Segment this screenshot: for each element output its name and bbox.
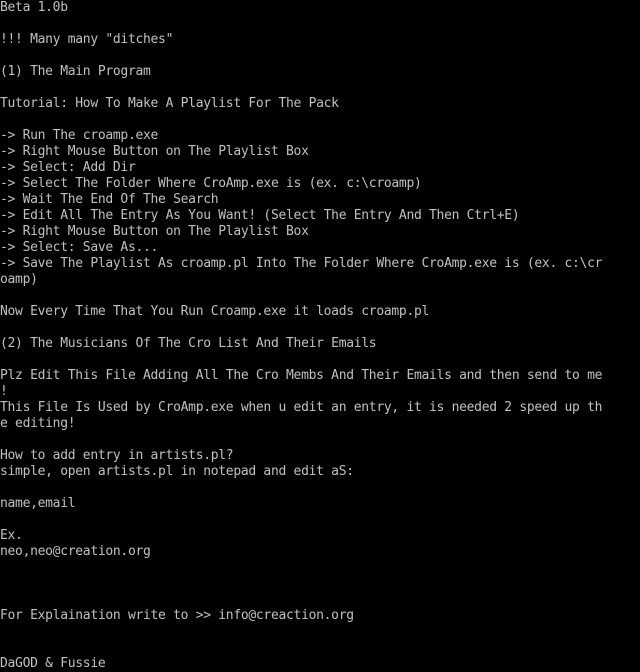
blank-lines	[0, 624, 640, 656]
example-text: neo,neo@creation.org	[0, 544, 151, 559]
example-label: Ex.	[0, 528, 23, 543]
blank-line	[0, 352, 640, 368]
step-line: -> Select: Add Dir	[0, 160, 136, 175]
section1-title: (1) The Main Program	[0, 64, 151, 79]
description-line: Plz Edit This File Adding All The Cro Membs And Their Emails and then send to me	[0, 368, 603, 383]
howto-line: How to add entry in artists.pl?	[0, 448, 234, 463]
blank-lines	[0, 560, 640, 608]
step-line: -> Select The Folder Where CroAmp.exe is (ex. c:\croamp)	[0, 176, 422, 191]
blank-line	[0, 48, 640, 64]
section2-title: (2) The Musicians Of The Cro List And Their Emails	[0, 336, 377, 351]
tutorial-steps	[0, 128, 640, 288]
notice-text: !!! Many many "ditches"	[0, 32, 174, 47]
format-text: name,email	[0, 496, 76, 511]
step-line-wrap: oamp)	[0, 272, 38, 287]
step-line: -> Edit All The Entry As You Want! (Select The Entry And Then Ctrl+E)	[0, 208, 520, 223]
blank-line	[0, 512, 640, 528]
step-line: -> Wait The End Of The Search	[0, 192, 219, 207]
authors-text: DaGOD & Fussie	[0, 656, 106, 671]
step-line: -> Select: Save As...	[0, 240, 159, 255]
howto-line: simple, open artists.pl in notepad and edit aS:	[0, 464, 354, 479]
blank-line	[0, 80, 640, 96]
blank-line	[0, 288, 640, 304]
step-line: -> Right Mouse Button on The Playlist Box	[0, 144, 309, 159]
step-line: -> Save The Playlist As croamp.pl Into The Folder Where CroAmp.exe is (ex. c:\cr	[0, 256, 603, 271]
description-line: This File Is Used by CroAmp.exe when u edit an entry, it is needed 2 speed up th	[0, 400, 603, 415]
blank-line	[0, 432, 640, 448]
blank-line	[0, 320, 640, 336]
blank-line	[0, 112, 640, 128]
result-text: Now Every Time That You Run Croamp.exe it loads croamp.pl	[0, 304, 430, 319]
version-text: Beta 1.0b	[0, 0, 68, 15]
step-line: -> Run The croamp.exe	[0, 128, 159, 143]
description-line: e editing!	[0, 416, 76, 431]
contact-text: For Explaination write to >> info@creaction.org	[0, 608, 354, 623]
blank-line	[0, 16, 640, 32]
tutorial-title: Tutorial: How To Make A Playlist For The Pack	[0, 96, 339, 111]
description-line: !	[0, 384, 8, 399]
blank-line	[0, 480, 640, 496]
step-line: -> Right Mouse Button on The Playlist Box	[0, 224, 309, 239]
